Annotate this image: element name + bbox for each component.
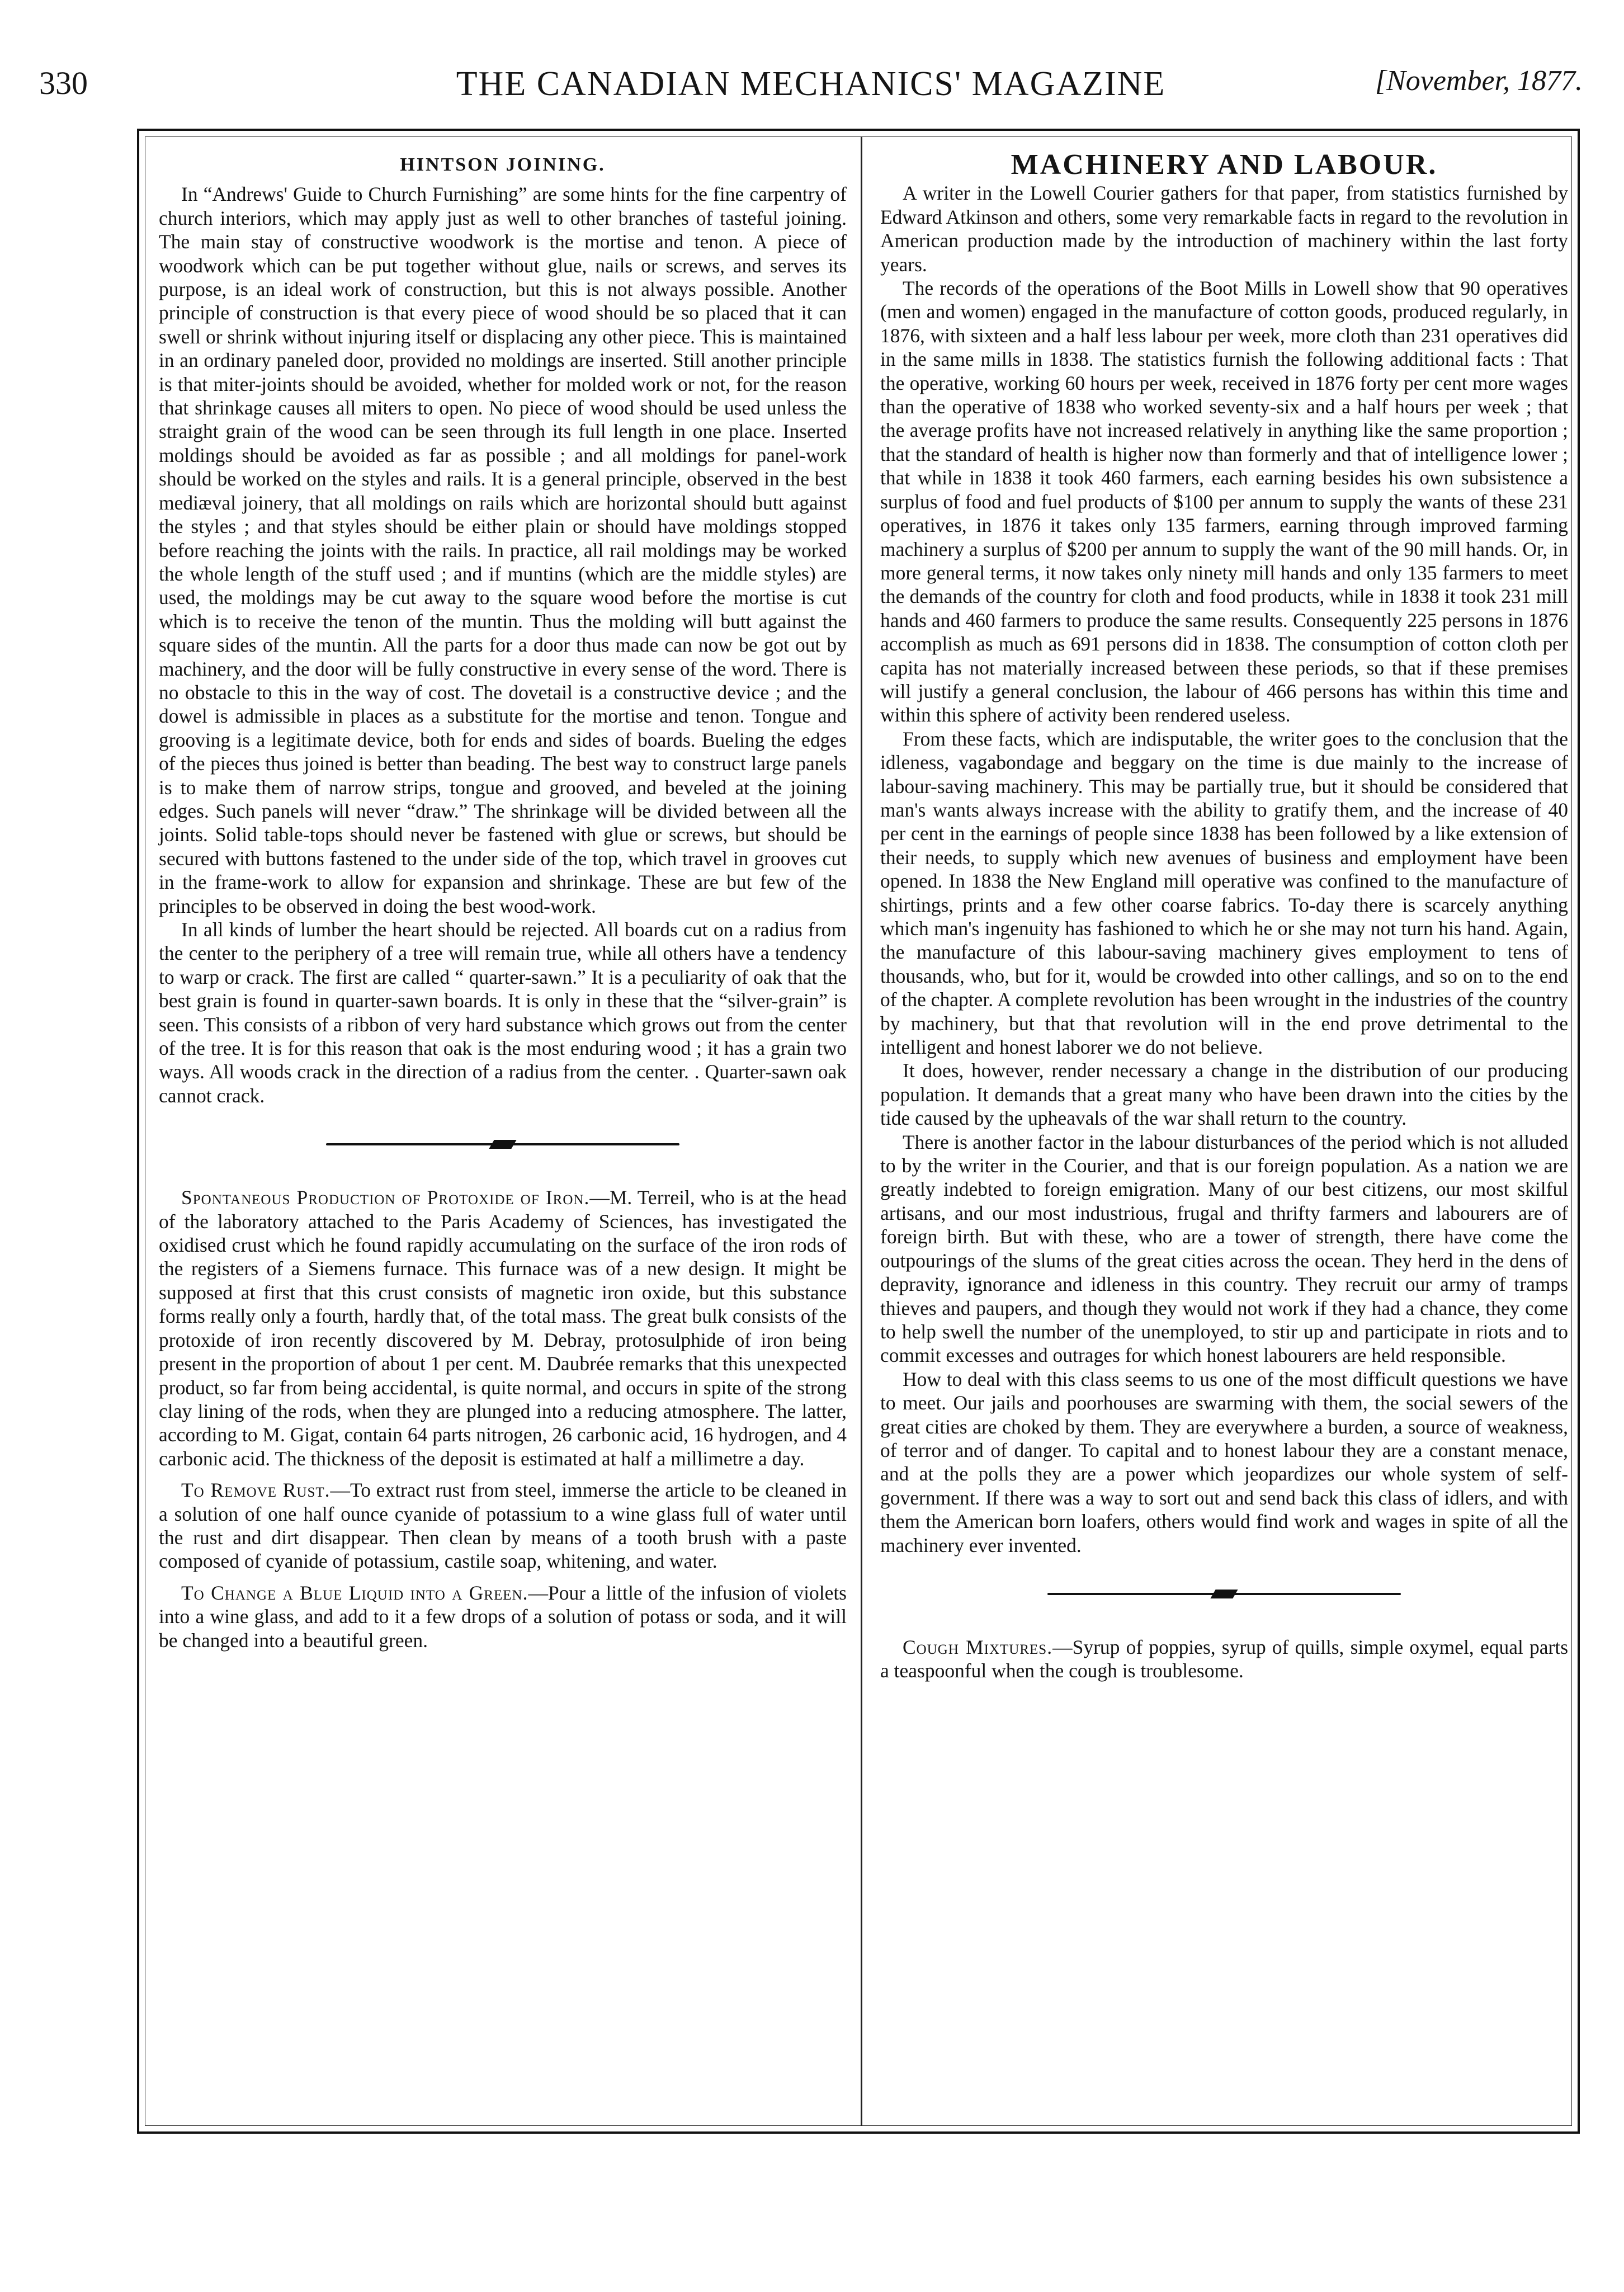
magazine-title: THE CANADIAN MECHANICS' MAGAZINE [456, 65, 1166, 103]
column-rule [861, 136, 862, 2126]
right-column [880, 149, 1569, 1683]
section-divider [880, 1577, 1568, 1611]
note-text: —Syrup of poppies, syrup of quills, simple oxymel, equal parts a teaspoonful when the cough is troublesome. [880, 1635, 1569, 1682]
note-paragraph [159, 1478, 847, 1573]
article-paragraph: The records of the operations of the Boot Mills in Lowell show that 90 operatives (men and women) engaged in the manufacture of cotton goods, produced regularly, in 1876, with sixteen and a half less labour per week, more cloth than 231 operatives did in the same mills in 1838. The statistics furnish the following additional facts : That the operative, working 60 hours per week, received in 1876 forty per cent more wages than the operative of 1838 who worked seventy-six and a half hours per week ; that the average profits have not increased relatively in anything like the same proportion ; that the standard of health is higher now than formerly and that of intelligence lower ; that while in 1838 it took 460 farmers, each earning besides his own subsistence a surplus of food and fuel products of $100 per annum to supply the wants of these 231 operatives, in 1876 it takes only 135 farmers, earning through improved farming machinery a surplus of $200 per annum to supply the want of the 90 mill hands. Or, in more general terms, it now takes only ninety mill hands and only 135 farmers to meet the demands of the country for cloth and food products, while in 1838 it took 231 mill hands and 460 farmers to produce the same results. Consequently 225 persons in 1876 accomplish as much as 691 persons did in 1838. The consumption of cotton cloth per capita has not materially increased between these periods, so that if these premises will justify a general conclusion, the labour of 466 persons has within this time and within this sphere of activity been rendered useless. [880, 277, 1568, 727]
note-paragraph [880, 1635, 1568, 1683]
section-divider [159, 1128, 847, 1161]
article-title-hinton-joining: HINTSON JOINING. [400, 154, 606, 175]
note-text: —To extract rust from steel, immerse the article to be cleaned in a solution of one half ounce cyanide of potassium to a wine glass full of water until the rust and dirt disappear. Then clean by means of a tooth brush with a paste composed of cyanide of potassium, castile soap, whitening, and water. [159, 1479, 847, 1573]
note-title: To Remove Rust. [181, 1479, 331, 1502]
page-header [39, 64, 1583, 126]
note-title: Cough Mixtures. [903, 1635, 1053, 1658]
article-paragraph: From these facts, which are indisputable, the writer goes to the conclusion that the idleness, vagabondage and beggary on the time is due mainly to the increase of labour-saving machinery. This may be partially true, but it should be considered that man's wants always increase with the ability to gratify them, and the increase of 40 per cent in the earnings of people since 1838 has been followed by a like extension of their needs, to supply which new avenues of business and employment have been opened. In 1838 the New England mill operative was confined to the manufacture of shirtings, prints and a few other coarse fabrics. To-day there is scarcely anything which man's ingenuity has fashioned to which he or she may not turn his hand. Again, the manufacture of this labour-saving machinery gives employment to tens of thousands, who, but for it, would be crowded into other callings, and so on to the end of the chapter. A complete revolution has been wrought in the industries of the country by machinery, but that that revolution will in the end prove detrimental to the intelligent and honest laborer we do not believe. [880, 727, 1568, 1059]
article-paragraph: In “Andrews' Guide to Church Furnishing” are some hints for the fine carpentry of church interiors, which may apply just as well to other branches of tasteful joining. The main stay of constructive woodwork is the mortise and tenon. A piece of woodwork which can be put together without glue, nails or screws, and serves its purpose, is an ideal work of construction, but this is not always possible. Another principle of construction is that every piece of wood should be so placed that it can swell or shrink without injuring itself or displacing any other piece. This is maintained in an ordinary paneled door, provided no moldings are inserted. Still another principle is that miter-joints should be avoided, whether for molded work or not, for the reason that shrinkage causes all miters to open. No piece of wood should be used unless the straight grain of the wood can be seen through its full length in one place. Inserted moldings should be avoided as far as possible ; and all moldings for panel-work should be worked on the styles and rails. It is a general principle, observed in the best mediæval joinery, that all moldings on rails which are horizontal should butt against the styles ; and that styles should be either plain or should have moldings stopped before reaching the joints with the rails. In practice, all rail moldings may be worked the whole length of the stuff used ; and if muntins (which are the middle styles) are used, the moldings may be cut away to the square wood before the mortise is cut which is to receive the tenon of the muntin. Thus the molding will butt against the square sides of the muntin. All the parts for a door thus made can now be got out by machinery, and the door will be fully constructive in every sense of the word. There is no obstacle to this in the way of cost. The dovetail is a constructive device ; and the dowel is admissible in places as a substitute for the mortise and tenon. Tongue and grooving is a legitimate device, both for ends and sides of boards. Bueling the edges of the pieces thus joined is better than beading. The best way to construct large panels is to make them of narrow strips, tongue and grooved, and beveled at the joining edges. Such panels will never “draw.” The shrinkage will be divided between all the joints. Solid table-tops should never be fastened with glue or screws, but should be secured with buttons fastened to the under side of the top, which travel in grooves cut in the frame-work to allow for expansion and shrinkage. These are but few of the principles to be observed in doing the best wood-work. [159, 183, 847, 917]
issue-date: [November, 1877. [1375, 65, 1583, 97]
note-paragraph [159, 1581, 847, 1652]
left-column [159, 153, 847, 1652]
article-title-machinery-and-labour: MACHINERY AND LABOUR. [1011, 149, 1438, 181]
article-paragraph: A writer in the Lowell Courier gathers for that paper, from statistics furnished by Edward Atkinson and others, some very remarkable facts in regard to the revolution in American production made by the introduction of machinery within the last forty years. [880, 182, 1568, 276]
note-text: —Pour a little of the infusion of violets into a wine glass, and add to it a few drops of a solution of potass or soda, and it will be changed into a beautiful green. [159, 1581, 847, 1652]
note-text: —M. Terreil, who is at the head of the laboratory attached to the Paris Academy of Sciences, has investigated the oxidised crust which he found rapidly accumulating on the surface of the iron rods of the registers of a Siemens furnace. This furnace was of a new design. It might be supposed at first that this crust consists of magnetic iron oxide, but this substance forms really only a fourth, hardly that, of the total mass. The great bulk consists of the protoxide of iron recently discovered by M. Debray, protosulphide of iron being present in the proportion of about 1 per cent. M. Daubrée remarks that this unexpected product, so far from being accidental, is quite normal, and occurs in spite of the strong clay lining of the rods, when they are plunged into a reducing atmosphere. The latter, according to M. Gigat, contain 64 parts nitrogen, 26 carbonic acid, 16 hydrogen, and 4 carbonic acid. The thickness of the deposit is estimated at half a millimetre a day. [159, 1186, 847, 1470]
note-title: Spontaneous Production of Protoxide of Iron. [181, 1186, 590, 1209]
article-paragraph: How to deal with this class seems to us one of the most difficult questions we have to meet. Our jails and poorhouses are swarming with them, the social sewers of the great cities are choked by them. They are everywhere a burden, a source of weakness, of terror and of danger. To capital and to honest labour they are a constant menace, and at the polls they are a power which jeopardizes our whole system of self-government. If there was a way to sort out and send back this class of idlers, and with them the American born loafers, others would find work and wages in spite of all the machinery ever invented. [880, 1367, 1568, 1557]
page-frame [137, 129, 1580, 2134]
article-paragraph: In all kinds of lumber the heart should be rejected. All boards cut on a radius from the center to the periphery of a tree will remain true, while all others have a tendency to warp or crack. The first are called “ quarter-sawn.” It is a peculiarity of oak that the best grain is found in quarter-sawn boards. It is only in these that the “silver-grain” is seen. This consists of a ribbon of very hard substance which grows out from the center of the tree. It is for this reason that oak is the most enduring wood ; it has a grain two ways. All woods crack in the direction of a radius from the center. . Quarter-sawn oak cannot crack. [159, 918, 847, 1107]
article-paragraph: There is another factor in the labour disturbances of the period which is not alluded to by the writer in the Courier, and that is our foreign population. As a nation we are greatly indebted to foreign emigration. Many of our best citizens, our most skilful artisans, and our most industrious, frugal and thrifty farmers and labourers are of foreign birth. But with these, who are a tower of strength, there have come the outpourings of the slums of the great cities across the ocean. They herd in the dens of depravity, ignorance and idleness in this country. They recruit our army of tramps thieves and paupers, and though they would not work if they had a chance, they come to help swell the number of the unemployed, to stir up and participate in riots and to commit excesses and outrages for which honest labourers are held responsible. [880, 1130, 1568, 1367]
note-title: To Change a Blue Liquid into a Green. [181, 1581, 528, 1604]
note-paragraph [159, 1186, 847, 1470]
page-number: 330 [39, 65, 88, 101]
article-paragraph: It does, however, render necessary a change in the distribution of our producing population. It demands that a great many who have been drawn into the cities by the tide caused by the upheavals of the war shall return to the country. [880, 1059, 1568, 1130]
